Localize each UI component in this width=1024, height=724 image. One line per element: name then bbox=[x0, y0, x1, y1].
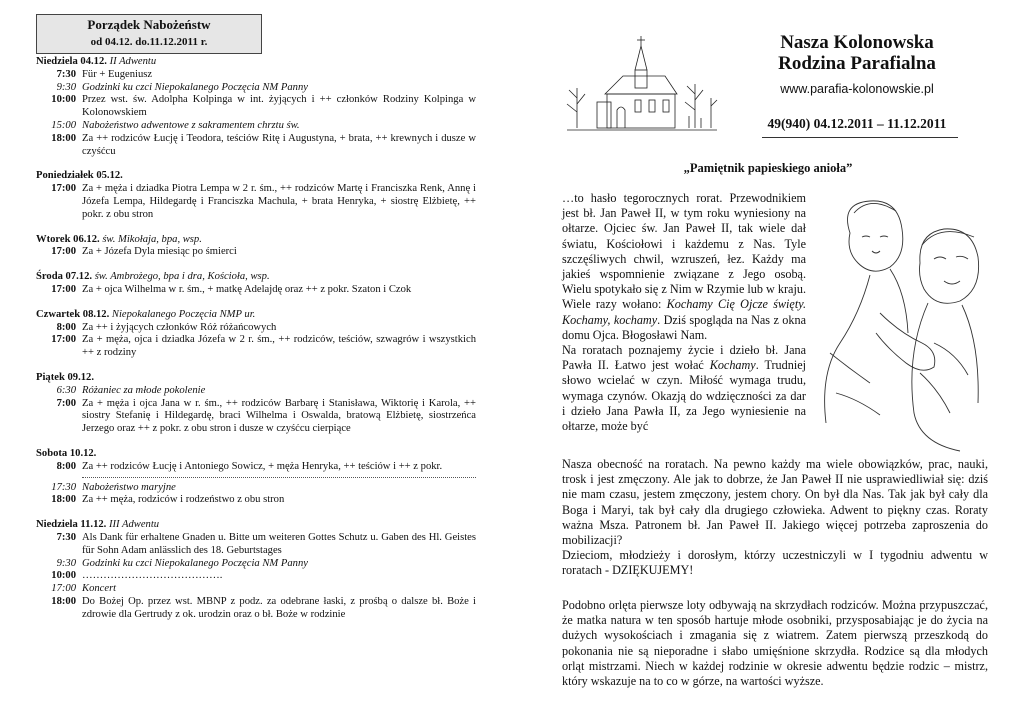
mass-entry bbox=[36, 322, 476, 335]
mass-time: 17:00 bbox=[51, 183, 76, 195]
schedule-header-box bbox=[36, 14, 262, 54]
mass-time: 7:30 bbox=[56, 68, 76, 80]
schedule-day bbox=[36, 309, 476, 360]
p1-text: …to hasło tegorocznych rorat. Przewodnikiem jest bł. Jan Paweł II, w tym roku wyniesiony na ołtarze. Ojciec św. Jan Paweł II, tak wiele dał światu, Kościołowi i każdemu z Nas. Tyle szczęśliwych chwil, wzruszeń, łez. Każdy ma jakieś wspomnienie związane z Jego osobą. Wielu spotykało się z Nim w Rzymie lub w kraju. Wiele razy wołano: bbox=[562, 191, 806, 312]
schedule-day bbox=[36, 519, 476, 621]
day-heading bbox=[36, 448, 476, 461]
dotted-separator bbox=[82, 477, 476, 478]
day-heading bbox=[36, 234, 476, 247]
mass-time: 10:00 bbox=[51, 570, 76, 582]
mass-entry bbox=[36, 69, 476, 82]
mass-entry bbox=[36, 183, 476, 221]
title-line-1: Nasza Kolonowska bbox=[780, 32, 934, 53]
day-heading bbox=[36, 309, 476, 322]
mass-intention: Za + Józefa Dyla miesiąc po śmierci bbox=[82, 246, 237, 258]
schedule-day bbox=[36, 170, 476, 221]
day-date: Środa 07.12. bbox=[36, 271, 93, 283]
mass-entry bbox=[36, 385, 476, 398]
mass-intention: Za + ojca Wilhelma w r. śm., + matkę Adelajdę oraz ++ z pokr. Szaton i Czok bbox=[82, 283, 412, 295]
day-feast: św. Ambrożego, bpa i dra, Kościoła, wsp. bbox=[94, 271, 270, 283]
mass-intention: Koncert bbox=[82, 583, 117, 595]
schedule-day bbox=[36, 372, 476, 436]
mass-time: 10:00 bbox=[51, 94, 76, 106]
mass-time: 8:00 bbox=[56, 460, 76, 472]
day-gap bbox=[36, 360, 476, 372]
mass-entry bbox=[36, 558, 476, 571]
mass-time: 7:00 bbox=[56, 397, 76, 409]
mass-time: 18:00 bbox=[51, 494, 76, 506]
mass-intention: Für + Eugeniusz bbox=[82, 68, 153, 80]
mass-entry bbox=[36, 120, 476, 133]
mass-time: 17:00 bbox=[51, 583, 76, 595]
issue-number-dates: 49(940) 04.12.2011 – 11.12.2011 bbox=[767, 116, 947, 131]
church-illustration bbox=[557, 32, 725, 136]
mass-intention: Za ++ rodziców Łucję i Antoniego Sowicz, + męża Henryka, ++ teściów i ++ z pokr. bbox=[82, 460, 443, 472]
mass-entry bbox=[36, 583, 476, 596]
article-orlets bbox=[562, 598, 988, 689]
mass-intention: Nabożeństwo adwentowe z sakramentem chrztu św. bbox=[82, 119, 300, 131]
mass-time: 6:30 bbox=[56, 384, 76, 396]
day-heading bbox=[36, 271, 476, 284]
mass-entry bbox=[36, 398, 476, 436]
mass-time: 18:00 bbox=[51, 595, 76, 607]
article-paragraph-5: Podobno orlęta pierwsze loty odbywają na skrzydłach rodziców. Można przypuszczać, że matka natura w ten sposób hartuje młode osobniki, przysposabiając je do życia na dużych wysokościach i zmagania się z wiatrem. Zatem pierwszą przeszkodą do pokonania nie są nieporadne i słabo umięśnione skrzydła. Rodzice są dla młodych orląt mistrzami. Niech w każdej rodzinie w okresie adwentu będzie rodzic – mistrz, który wskazuje na to co w górze, na wartości wyższe. bbox=[562, 598, 988, 689]
schedule-day bbox=[36, 56, 476, 158]
schedule-dates: od 04.12. do.11.12.2011 r. bbox=[90, 36, 208, 48]
mass-time: 17:00 bbox=[51, 334, 76, 346]
masthead-divider bbox=[762, 137, 958, 138]
day-gap bbox=[36, 507, 476, 519]
day-date: Sobota 10.12. bbox=[36, 447, 97, 459]
schedule-day bbox=[36, 271, 476, 297]
pope-john-paul-portrait-sketch bbox=[810, 193, 986, 455]
article-body bbox=[562, 457, 988, 579]
mass-time: 17:00 bbox=[51, 283, 76, 295]
day-date: Niedziela 11.12. bbox=[36, 519, 107, 531]
p1-text-end: . Dziś spogląda na Nas z okna domu Ojca. Błogosławi Nam. bbox=[562, 312, 806, 342]
article-paragraph-4: Dzieciom, młodzieży i dorosłym, którzy uczestniczyli w I tygodniu adwentu w roratach - DZIĘKUJEMY! bbox=[562, 548, 988, 578]
day-gap bbox=[36, 259, 476, 271]
parish-website: www.parafia-kolonowskie.pl bbox=[780, 82, 934, 96]
day-date: Wtorek 06.12. bbox=[36, 233, 100, 245]
mass-intention: Za ++ rodziców Łucję i Teodora, teściów Ritę i Augustyna, + brata, ++ krewnych i dusze w czyśćcu bbox=[82, 132, 476, 157]
article-paragraph-1 bbox=[562, 191, 806, 343]
mass-entry bbox=[36, 494, 476, 507]
p2-text-end: . Trudniej słowo wcielać w czyn. Miłość wymaga trudu, wymaga czynów. Okazją do wdzięczności za dar i dzieło Jana Pawła II, za Jego wyniesienie na ołtarze, może być bbox=[562, 358, 806, 434]
mass-entry bbox=[36, 461, 476, 474]
day-date: Poniedziałek 05.12. bbox=[36, 170, 123, 182]
mass-entry bbox=[36, 334, 476, 360]
p2-italic: Kochamy bbox=[709, 358, 756, 373]
mass-time: 9:30 bbox=[56, 557, 76, 569]
schedule-day bbox=[36, 448, 476, 507]
schedule-title: Porządek Nabożeństw bbox=[87, 17, 211, 32]
mass-time: 18:00 bbox=[51, 132, 76, 144]
mass-time: 17:00 bbox=[51, 246, 76, 258]
mass-intention: Za + męża, ojca i dziadka Józefa w 2 r. śm., ++ rodziców, teściów, szwagrów i wszystkich ++ z rodziny bbox=[82, 334, 476, 359]
mass-intention: Als Dank für erhaltene Gnaden u. Bitte um weiteren Gottes Schutz u. Gaben des Hl. Geistes für Sohn Adam anlässlich des 18. Geburtstages bbox=[82, 531, 476, 556]
day-date: Piątek 09.12. bbox=[36, 371, 94, 383]
mass-intention: Za + męża i ojca Jana w r. śm., ++ rodziców Barbarę i Stanisława, Wiktorię i Karola, ++ siostry Stefanię i Hildegardę, braci Wilhelma i Oswalda, bratową Elżbietę, siostrzeńca Jerzego oraz ++ z pokr. z obu stron i dusze w czyśćcu cierpiące bbox=[82, 397, 476, 435]
mass-intention: Za + męża i dziadka Piotra Lempa w 2 r. śm., ++ rodziców Martę i Franciszka Renk, Annę i Józefa Lempa, Hildegardę i Franciszka Machula, + brata Henryka, + siostrę Elżbietę, ++ pokr. z obu stron bbox=[82, 183, 476, 220]
mass-intention: Do Bożej Op. przez wst. MBNP z podz. za odebrane łaski, z prośbą o dalsze bł. Boże i zdrowie dla Gertrudy z ok. urodzin oraz o bł. Boże w rodzinie bbox=[82, 595, 476, 620]
mass-time: 17:30 bbox=[51, 481, 76, 493]
article-paragraph-3: Nasza obecność na roratach. Na pewno każdy ma wiele obowiązków, prac, nauki, trosk i jest zmęczony. Ale jak to dobrze, że Jan Paweł II nie usprawiedliwiał się: dziś nie mam czasu, jestem zmęczony, jestem chory. On był dla Nas. Tak jak był cały dla Boga i Maryi, tak był cały dla drugiego człowieka. Adwent to piękny czas. Roraty ważna Msza. Patronem bł. Jan Paweł II. Jakiego więcej potrzeba zaproszenia do mobilizacji? bbox=[562, 457, 988, 548]
mass-entry bbox=[36, 570, 476, 583]
day-heading bbox=[36, 170, 476, 183]
mass-time: 15:00 bbox=[51, 119, 76, 131]
newsletter-title bbox=[740, 32, 974, 74]
day-gap bbox=[36, 436, 476, 448]
mass-time: 8:00 bbox=[56, 321, 76, 333]
day-feast: Niepokalanego Poczęcia NMP ur. bbox=[111, 308, 256, 320]
mass-intention: Nabożeństwo maryjne bbox=[82, 481, 176, 493]
day-date: Niedziela 04.12. bbox=[36, 56, 107, 67]
mass-entry bbox=[36, 82, 476, 95]
mass-entry bbox=[36, 532, 476, 558]
title-line-2: Rodzina Parafialna bbox=[778, 53, 936, 74]
day-gap bbox=[36, 222, 476, 234]
schedule-day bbox=[36, 234, 476, 260]
mass-time: 7:30 bbox=[56, 531, 76, 543]
mass-intention: Różaniec za młode pokolenie bbox=[82, 384, 206, 396]
mass-entry bbox=[36, 94, 476, 120]
article-paragraph-2 bbox=[562, 343, 806, 434]
day-gap bbox=[36, 297, 476, 309]
mass-time: 9:30 bbox=[56, 81, 76, 93]
p2-text: Na roratach poznajemy życie i dzieło bł. Jana Pawła II. Łatwo jest wołać bbox=[562, 343, 806, 373]
mass-entry bbox=[36, 246, 476, 259]
day-gap bbox=[36, 158, 476, 170]
p1-italic: Kochamy Cię Ojcze święty. Kochamy, kochamy bbox=[562, 297, 807, 327]
day-feast: św. Mikołaja, bpa, wsp. bbox=[102, 233, 202, 245]
day-feast: III Adwentu bbox=[108, 519, 160, 531]
mass-entry bbox=[36, 596, 476, 622]
day-date: Czwartek 08.12. bbox=[36, 308, 110, 320]
mass-intention: Godzinki ku czci Niepokalanego Poczęcia NM Panny bbox=[82, 81, 308, 93]
mass-intention: Przez wst. św. Adolpha Kolpinga w int. żyjących i ++ członków Rodziny Kolpinga w Kolonowskiem bbox=[82, 94, 476, 119]
mass-intention: …………………………………. bbox=[82, 570, 223, 582]
article-intro bbox=[562, 191, 806, 434]
mass-intention: Za ++ męża, rodziców i rodzeństwo z obu stron bbox=[82, 494, 285, 506]
day-heading bbox=[36, 372, 476, 385]
mass-entry bbox=[36, 284, 476, 297]
mass-entry bbox=[36, 133, 476, 159]
mass-schedule bbox=[36, 56, 476, 621]
mass-intention: Za ++ i żyjących członków Róż różańcowych bbox=[82, 321, 277, 333]
mass-intention: Godzinki ku czci Niepokalanego Poczęcia NM Panny bbox=[82, 557, 308, 569]
mass-entry bbox=[36, 482, 476, 495]
day-heading bbox=[36, 519, 476, 532]
day-feast: II Adwentu bbox=[109, 56, 157, 67]
article-heading: „Pamiętnik papieskiego anioła” bbox=[683, 161, 853, 175]
day-heading bbox=[36, 56, 476, 69]
